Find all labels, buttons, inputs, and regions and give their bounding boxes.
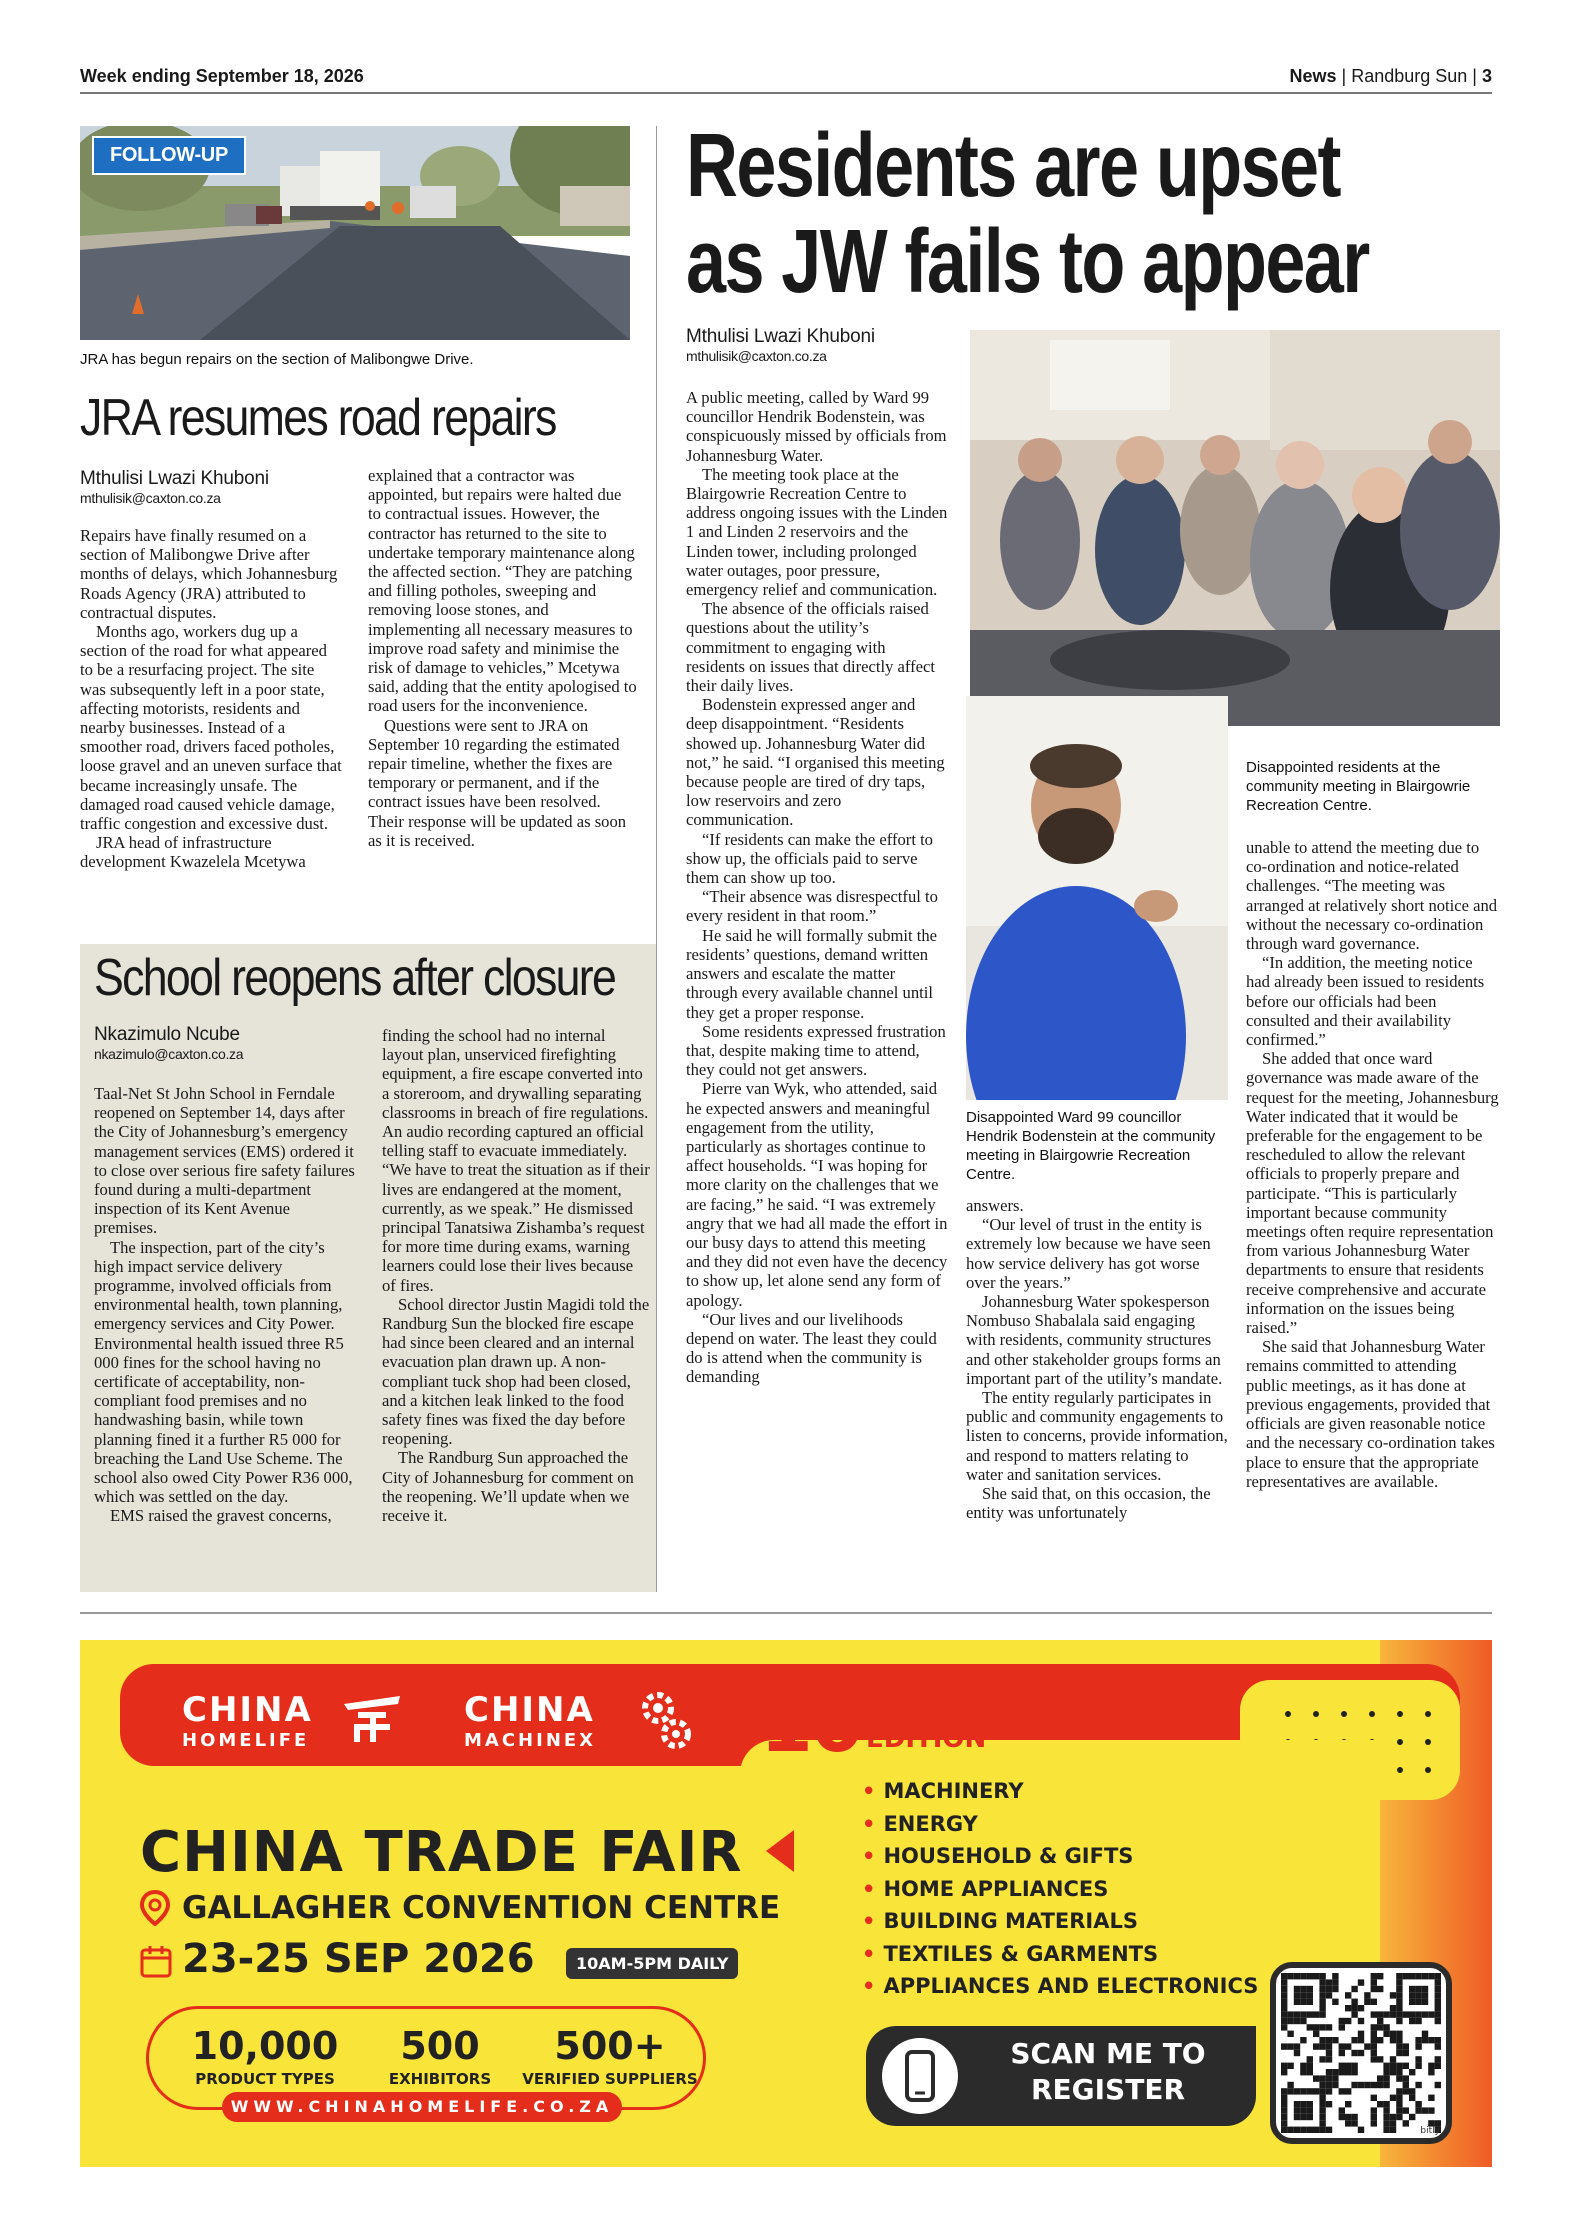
road-photo-caption: JRA has begun repairs on the section of Malibongwe Drive. <box>80 351 474 368</box>
school-story-column-2 <box>382 1026 650 1588</box>
arrow-left-icon <box>766 1830 796 1872</box>
byline-author: Mthulisi Lwazi Khuboni <box>686 326 875 347</box>
paragraph: She added that once ward governance was made aware of the request for the meeting, Johannesburg Water indicated that it would be preferable for the engagement to be rescheduled to allow the relevant officials to properly prepare and participate. “This is particularly important because community meetings often require representation from various Johannesburg Water departments to ensure that residents receive comprehensive and accurate information on the issues being raised.” <box>1246 1049 1499 1338</box>
paragraph: explained that a contractor was appointed, but repairs were halted due to contractual issues. However, the contractor has returned to the site to undertake temporary maintenance along the affected section. “They are patching and filling potholes, sweeping and removing loose stones, and implementing all necessary measures to improve road safety and minimise the risk of damage to vehicles,” Mcetywa said, adding that the entity apologised to road users for the inconvenience. <box>368 466 637 716</box>
meeting-photo-caption: Disappointed residents at the community meeting in Blairgowrie Recreation Centre. <box>1246 759 1471 814</box>
paragraph: Some residents expressed frustration that, despite making time to attend, they could not get answers. <box>686 1021 946 1080</box>
paragraph: “In addition, the meeting notice had already been issued to residents before our officials had been consulted and their availability confirmed.” <box>1246 953 1485 1050</box>
road-story-headline: JRA resumes road repairs <box>80 389 556 447</box>
page-date: Week ending September 18, 2026 <box>80 66 364 86</box>
paragraph: Bodenstein expressed anger and deep disappointment. “Residents showed up. Johannesburg Water did not,” he said. “I organised this meeting because people are tired of dry taps, low reservoirs and zero communication. <box>686 695 945 830</box>
school-story-headline: School reopens after closure <box>94 949 616 1007</box>
byline-email: nkazimulo@caxton.co.za <box>94 1046 244 1062</box>
page-number: 3 <box>1481 66 1492 86</box>
paragraph: Months ago, workers dug up a section of the road for what appeared to be a resurfacing project. The site was subsequently left in a poor state, affecting motorists, residents and nearby businesses. Instead of a smoother road, drivers faced potholes, loose gravel and an uneven surface that became increasingly unsafe. The damaged road caused vehicle damage, traffic congestion and excessive dust. <box>80 622 342 834</box>
list-item: • HOME APPLIANCES <box>862 1876 1109 1901</box>
advert-divider <box>80 1612 1492 1614</box>
road-story-column-1 <box>80 526 342 926</box>
paragraph: Taal-Net St John School in Ferndale reopened on September 14, days after the City of Johannesburg’s emergency management services (EMS) ordered it to close over serious fire safety failures found during a multi-department inspection of its Kent Avenue premises. <box>94 1084 355 1238</box>
edition-label: EDITION <box>866 1724 987 1754</box>
paragraph: The inspection, part of the city’s high impact service delivery programme, involved officials from environmental health, town planning, emergency services and City Power. Environmental health issued three R5 000 fines for the school having no certificate of acceptability, non-compliant food premises and no handwashing basin, while town planning fined it a further R5 000 for breaching the Land Use Scheme. The school also owed City Power R36 000, which was settled on the day. <box>94 1237 353 1507</box>
byline-email: mthulisik@caxton.co.za <box>686 348 827 364</box>
edition-number: 10 <box>760 1680 862 1769</box>
list-item: • APPLIANCES AND ELECTRONICS <box>862 1974 1259 1998</box>
stat-exhibitors-value: 500 <box>400 2024 480 2068</box>
main-story-byline <box>686 326 946 364</box>
paragraph: A public meeting, called by Ward 99 councillor Hendrik Bodenstein, was conspicuously missed by officials from Johannesburg Water. <box>686 388 947 465</box>
paragraph: answers. <box>966 1196 1024 1215</box>
byline-author: Nkazimulo Ncube <box>94 1024 240 1045</box>
paragraph: unable to attend the meeting due to co-ordination and notice-related challenges. “The meeting was arranged at relatively short notice and without the necessary co-ordination through ward governance. <box>1246 838 1498 954</box>
paragraph: “Their absence was disrespectful to every resident in that room.” <box>686 887 938 926</box>
paragraph: She said that, on this occasion, the entity was unfortunately <box>966 1484 1211 1523</box>
paragraph: EMS raised the gravest concerns, <box>110 1506 332 1526</box>
stat-suppliers-value: 500+ <box>554 2024 666 2068</box>
main-story-column-1 <box>686 388 948 1592</box>
main-story-column-3 <box>1246 838 1500 1592</box>
paragraph: The entity regularly participates in public and community engagements to listen to concerns, provide information, and respond to matters relating to water and sanitation services. <box>966 1388 1228 1484</box>
meeting-photo-illustration <box>970 330 1500 726</box>
stat-product-types-value: 10,000 <box>191 2024 339 2068</box>
paragraph: finding the school had no internal layout plan, unserviced firefighting equipment, a fire escape converted into a storeroom, and drywalling separating classrooms in breach of fire regulations. An audio recording captured an official telling staff to evacuate immediately. “We have to treat the situation as if their lives are endangered at the moment, currently, as we speak.” He dismissed principal Tanatsiwa Zishamba’s request for more time during exams, warning learners could lose their lives because of fires. <box>382 1026 650 1295</box>
scan-label-line-2: REGISTER <box>1030 2073 1186 2106</box>
follow-up-tag: FOLLOW-UP <box>92 136 246 175</box>
school-story-column-1 <box>94 1084 356 1588</box>
stat-exhibitors-label: EXHIBITORS <box>388 2070 492 2088</box>
paragraph: Repairs have finally resumed on a section of Malibongwe Drive after months of delays, which Johannesburg Roads Agency (JRA) attributed to contractual disputes. <box>80 526 338 622</box>
paragraph: “Our lives and our livelihoods depend on water. The least they could do is attend when the community is demanding <box>686 1309 937 1387</box>
stat-product-types-label: PRODUCT TYPES <box>195 2070 335 2088</box>
paragraph: Pierre van Wyk, who attended, said he expected answers and meaningful engagement from the utility, particularly as shortages continue to affect households. “I was hoping for more clarity on the challenges that we are facing,” he said. “I was extremely angry that we had all made the effort in our busy days to attend this meeting and they did not even have the decency to show up, let alone send any form of apology. <box>686 1079 948 1310</box>
fair-website-link[interactable]: WWW.CHINAHOMELIFE.CO.ZA <box>222 2092 622 2122</box>
header-rule <box>80 92 1492 94</box>
scan-register-label <box>968 2036 1248 2108</box>
list-item: • MACHINERY <box>862 1779 1024 1803</box>
councillor-photo-caption: Disappointed Ward 99 councillor Hendrik Bodenstein at the community meeting in Blairgowrie Recreation Centre. <box>966 1109 1216 1183</box>
paragraph: She said that Johannesburg Water remains committed to attending public meetings, as it has done at previous engagements, provided that officials are given reasonable notice and the necessary co-ordination takes place to ensure that the appropriate representatives are available. <box>1246 1337 1495 1491</box>
publication-name: Randburg Sun <box>1351 66 1468 86</box>
main-headline-line-2: as JW fails to appear <box>686 212 1369 312</box>
paragraph: Questions were sent to JRA on September 10 regarding the estimated repair timeline, whether the fixes are temporary or permanent, and if the contract issues have been resolved. Their response will be updated as soon as it is received. <box>368 715 627 850</box>
machinex-logo-top: CHINA <box>464 1690 595 1730</box>
fair-headline: CHINA TRADE FAIR <box>140 1820 743 1885</box>
stat-suppliers-label: VERIFIED SUPPLIERS <box>522 2070 698 2088</box>
calendar-icon <box>140 1944 172 1978</box>
pagoda-icon <box>340 1690 404 1750</box>
column-divider <box>656 126 657 1592</box>
qr-code-icon <box>1276 1968 1446 2138</box>
byline-email: mthulisik@caxton.co.za <box>80 490 221 506</box>
list-item: • HOUSEHOLD & GIFTS <box>862 1844 1134 1868</box>
road-story-column-2 <box>368 466 638 926</box>
paragraph: The Randburg Sun approached the City of Johannesburg for comment on the reopening. We’ll update when we receive it. <box>382 1448 634 1526</box>
fair-category-list <box>862 1775 1258 2003</box>
paragraph: The absence of the officials raised questions about the utility’s commitment to engaging with residents on issues that directly affect their daily lives. <box>686 599 935 696</box>
councillor-photo <box>966 696 1228 1100</box>
page-folio: News | Randburg Sun | 3 <box>1289 66 1492 86</box>
fair-hours-badge: 10AM-5PM DAILY <box>566 1948 738 1979</box>
homelife-logo-top: CHINA <box>182 1690 313 1730</box>
edition-ordinal: th <box>866 1676 907 1716</box>
paragraph: “If residents can make the effort to show up, the officials paid to serve them can show up too. <box>686 829 933 888</box>
meeting-residents-photo <box>970 330 1500 726</box>
paragraph: JRA head of infrastructure development Kwazelela Mcetywa <box>80 833 306 872</box>
paragraph: Johannesburg Water spokesperson Nombuso Shabalala said engaging with residents, community structures and other stakeholder groups forms an important part of the utility’s mandate. <box>966 1292 1223 1388</box>
main-story-column-2 <box>966 1196 1228 1592</box>
paragraph: The meeting took place at the Blairgowrie Recreation Centre to address ongoing issues with the Linden 1 and Linden 2 reservoirs and the Linden tower, including prolonged water outages, poor pressure, emergency relief and communication. <box>686 464 948 600</box>
homelife-logo-bottom: HOMELIFE <box>182 1730 310 1751</box>
paragraph: He said he will formally submit the residents’ questions, demand written answers and escalate the matter through every available channel until they get a proper response. <box>686 925 938 1022</box>
road-story-byline <box>80 468 330 506</box>
qr-brand-label: bitly <box>1420 2126 1440 2136</box>
machinex-logo-bottom: MACHINEX <box>464 1730 597 1751</box>
registration-qr-code[interactable] <box>1270 1962 1452 2144</box>
main-headline-line-1: Residents are upset <box>686 116 1340 216</box>
section-name: News <box>1289 66 1337 86</box>
smartphone-icon <box>880 2036 960 2116</box>
scan-label-line-1: SCAN ME TO <box>1010 2037 1206 2070</box>
school-story-byline <box>94 1024 354 1062</box>
councillor-photo-illustration <box>966 696 1228 1100</box>
main-headline <box>686 118 1369 310</box>
list-item: • ENERGY <box>862 1811 978 1836</box>
location-pin-icon <box>140 1890 170 1926</box>
list-item: • BUILDING MATERIALS <box>862 1909 1138 1933</box>
paragraph: School director Justin Magidi told the Randburg Sun the blocked fire escape had since been cleared and an internal evacuation plan drawn up. A non-compliant tuck shop had been closed, and a kitchen leak linked to the food safety fines was fixed the day before reopening. <box>382 1294 650 1449</box>
fair-dates: 23-25 SEP 2026 <box>182 1936 535 1982</box>
byline-author: Mthulisi Lwazi Khuboni <box>80 468 269 489</box>
fair-venue: GALLAGHER CONVENTION CENTRE <box>182 1890 781 1926</box>
paragraph: “Our level of trust in the entity is extremely low because we have seen how service delivery has got worse over the years.” <box>966 1215 1211 1292</box>
gears-icon <box>636 1686 696 1754</box>
list-item: • TEXTILES & GARMENTS <box>862 1941 1159 1966</box>
